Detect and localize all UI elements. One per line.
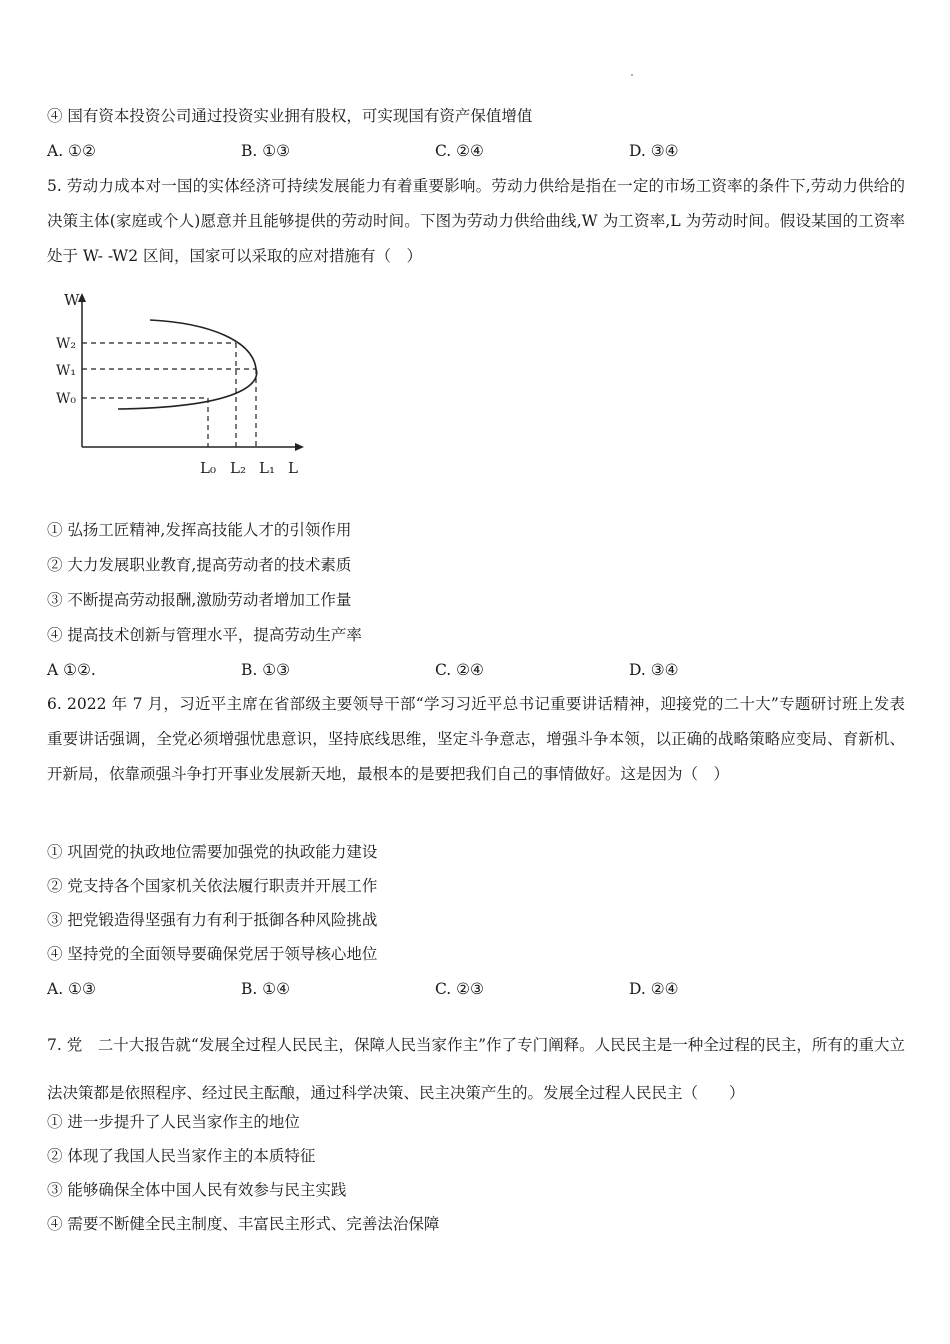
q4-option-c: C. ②④ (435, 142, 484, 160)
tick-l0: L₀ (200, 459, 216, 477)
q5-stem: 5. 劳动力成本对一国的实体经济可持续发展能力有着重要影响。劳动力供给是指在一定的市场工资率的条件下,劳动力供给的决策主体(家庭或个人)愿意并且能够提供的劳动时间。下图为劳动力供给曲线,W 为工资率,L 为劳动时间。假设某国的工资率处于 W- -W2 区间，国家可以采取的应对措施有（ ） (47, 177, 905, 265)
q6-option-a: A. ①③ (47, 980, 96, 998)
q5-option-c: C. ②④ (435, 661, 484, 679)
tick-w2: W₂ (56, 336, 77, 352)
labor-supply-curve-chart (50, 285, 320, 485)
q7-item-3: ③ 能够确保全体中国人民有效参与民主实践 (47, 1181, 347, 1199)
q5-item-3: ③ 不断提高劳动报酬,激励劳动者增加工作量 (47, 591, 352, 609)
q5-item-4: ④ 提高技术创新与管理水平，提高劳动生产率 (47, 626, 362, 644)
q6-option-c: C. ②③ (435, 980, 484, 998)
q7-item-4: ④ 需要不断健全民主制度、丰富民主形式、完善法治保障 (47, 1215, 440, 1233)
q4-item-4: ④ 国有资本投资公司通过投资实业拥有股权，可实现国有资产保值增值 (47, 107, 533, 125)
tick-w1: W₁ (56, 363, 77, 379)
q6-stem: 6. 2022 年 7 月，习近平主席在省部级主要领导干部“学习习近平总书记重要讲话精神，迎接党的二十大”专题研讨班上发表重要讲话强调，全党必须增强忧患意识，坚持底线思维，坚定斗争意志，增强斗争本领，以正确的战略策略应变局、育新机、开新局，依靠顽强斗争打开事业发展新天地，最根本的是要把我们自己的事情做好。这是因为（ ） (47, 695, 905, 783)
q6-item-3: ③ 把党锻造得坚强有力有利于抵御各种风险挑战 (47, 911, 378, 929)
y-axis-label: W (64, 291, 80, 309)
q6-item-1: ① 巩固党的执政地位需要加强党的执政能力建设 (47, 843, 378, 861)
x-axis-arrow (295, 443, 304, 451)
tick-w0: W₀ (56, 391, 77, 407)
x-axis-label: L (288, 459, 298, 477)
q6-option-d: D. ②④ (629, 980, 679, 998)
q6-item-4: ④ 坚持党的全面领导要确保党居于领导核心地位 (47, 945, 378, 963)
tick-l1: L₁ (259, 459, 275, 477)
q6-item-2: ② 党支持各个国家机关依法履行职责并开展工作 (47, 877, 378, 895)
q7-item-2: ② 体现了我国人民当家作主的本质特征 (47, 1147, 316, 1165)
page-mark (631, 74, 633, 76)
q4-option-b: B. ①③ (241, 142, 291, 160)
q7-stem: 7. 党 二十大报告就“发展全过程人民民主，保障人民当家作主”作了专门阐释。人民民主是一种全过程的民主，所有的重大立法决策都是依照程序、经过民主酝酿，通过科学决策、民主决策产生的。发展全过程人民民主（ ） (47, 1036, 905, 1102)
q5-option-b: B. ①③ (241, 661, 291, 679)
q5-option-d: D. ③④ (629, 661, 679, 679)
q4-option-d: D. ③④ (629, 142, 679, 160)
q7-item-1: ① 进一步提升了人民当家作主的地位 (47, 1113, 300, 1131)
q6-option-b: B. ①④ (241, 980, 291, 998)
tick-l2: L₂ (230, 459, 246, 477)
q5-item-2: ② 大力发展职业教育,提高劳动者的技术素质 (47, 556, 352, 574)
q5-item-1: ① 弘扬工匠精神,发挥高技能人才的引领作用 (47, 521, 352, 539)
q5-option-a: A ①②. (47, 661, 96, 679)
q4-option-a: A. ①② (47, 142, 96, 160)
